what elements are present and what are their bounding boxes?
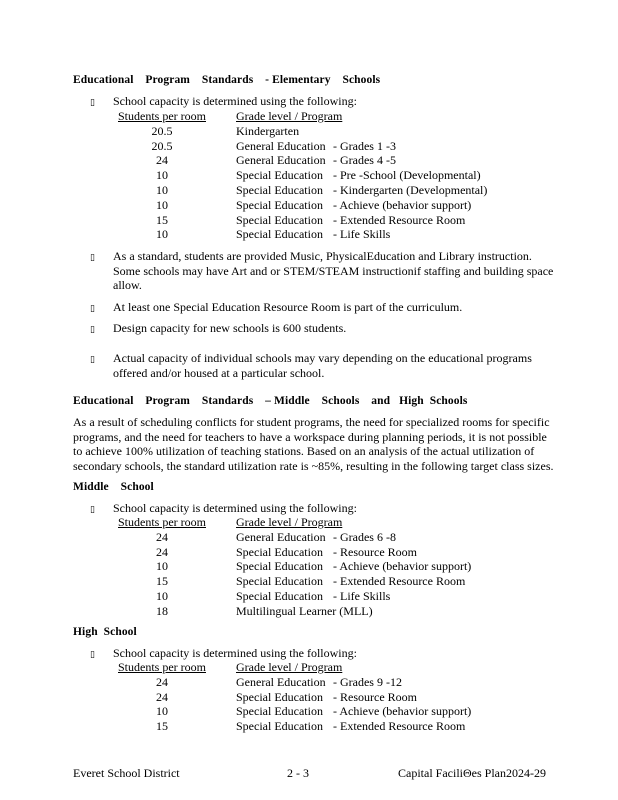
- students-value: 10: [156, 168, 168, 183]
- col-grade-level: Grade level / Program: [236, 515, 343, 529]
- elementary-heading: Educational Program Standards - Elementary Schools: [73, 74, 381, 86]
- students-value: 10: [156, 227, 168, 242]
- grade-program: Special Education: [236, 197, 323, 212]
- grade-detail: - Achieve (behavior support): [333, 704, 472, 719]
- grade-program: Multilingual Learner (MLL): [236, 603, 373, 618]
- grade-program: General Education: [236, 138, 326, 153]
- grade-detail: - Life Skills: [333, 227, 391, 242]
- students-value: 24: [156, 529, 168, 544]
- grade-program: General Education: [236, 674, 326, 689]
- grade-program: Special Education: [236, 227, 323, 242]
- students-value: 20.5: [151, 138, 173, 153]
- grade-program: Special Education: [236, 689, 323, 704]
- students-value: 20.5: [151, 123, 173, 138]
- middle-capacity-text: School capacity is determined using the following:: [113, 501, 357, 515]
- text-line: As a standard, students are provided Music, PhysicalEducation and Library instruction.: [113, 249, 532, 263]
- students-value: 24: [156, 689, 168, 704]
- grade-detail: - Kindergarten (Developmental): [333, 182, 488, 197]
- students-value: 24: [156, 544, 168, 559]
- students-value: 10: [156, 182, 168, 197]
- grade-program: Special Education: [236, 719, 323, 734]
- footer-plan-title: Capital FaciliΘes Plan2024-29: [398, 766, 546, 780]
- col-students-per-room: Students per room: [118, 515, 206, 529]
- grade-detail: - Resource Room: [333, 544, 417, 559]
- utilization-paragraph: [73, 415, 563, 473]
- col-students-per-room: Students per room: [118, 660, 206, 674]
- grade-detail: - Grades 4 -5: [333, 153, 396, 168]
- col-grade-level: Grade level / Program: [236, 660, 343, 674]
- secondary-heading: Educational Program Standards – Middle Schools and High Schools: [73, 395, 468, 407]
- students-value: 10: [156, 197, 168, 212]
- grade-program: Special Education: [236, 544, 323, 559]
- music-pe-library-text: [113, 249, 583, 293]
- students-value: 10: [156, 704, 168, 719]
- grade-detail: - Grades 6 -8: [333, 529, 396, 544]
- text-line: Some schools may have Art and or STEM/STEAM instructionif staffing and building space: [113, 263, 554, 278]
- resource-room-text: At least one Special Education Resource Room is part of the curriculum.: [113, 300, 463, 314]
- bullet-marker: ▯: [90, 649, 95, 659]
- grade-detail: - Achieve (behavior support): [333, 197, 472, 212]
- grade-detail: - Extended Resource Room: [333, 719, 466, 734]
- text-line: programs, and the need for teachers to have a workspace during planning periods, it is not possible: [73, 429, 547, 444]
- grade-program: Special Education: [236, 559, 323, 574]
- grade-program: Special Education: [236, 168, 323, 183]
- grade-program: General Education: [236, 153, 326, 168]
- students-value: 10: [156, 588, 168, 603]
- text-line: secondary schools, the standard utilization rate is ~85%, resulting in the following target class sizes.: [73, 458, 554, 473]
- students-value: 18: [156, 603, 168, 618]
- text-line: allow.: [113, 278, 142, 293]
- grade-detail: - Achieve (behavior support): [333, 559, 472, 574]
- grade-program: Special Education: [236, 574, 323, 589]
- elementary-capacity-text: School capacity is determined using the following:: [113, 94, 357, 108]
- high-capacity-text: School capacity is determined using the following:: [113, 646, 357, 660]
- text-line: to achieve 100% utilization of teaching stations. Based on an analysis of the actual utilization of: [73, 444, 535, 459]
- text-line: offered and/or housed at a particular school.: [113, 365, 325, 380]
- students-value: 15: [156, 212, 168, 227]
- grade-program: Special Education: [236, 588, 323, 603]
- bullet-marker: ▯: [90, 324, 95, 334]
- grade-program: Special Education: [236, 182, 323, 197]
- grade-program: Kindergarten: [236, 123, 300, 138]
- grade-detail: - Grades 1 -3: [333, 138, 396, 153]
- text-line: As a result of scheduling conflicts for student programs, the need for specialized rooms for specific: [73, 415, 550, 429]
- footer-page-number: 2 - 3: [287, 766, 309, 780]
- grade-program: General Education: [236, 529, 326, 544]
- grade-program: Special Education: [236, 212, 323, 227]
- high-school-heading: High School: [73, 626, 137, 638]
- grade-detail: - Grades 9 -12: [333, 674, 402, 689]
- students-value: 15: [156, 719, 168, 734]
- bullet-marker: ▯: [90, 504, 95, 514]
- col-grade-level: Grade level / Program: [236, 109, 343, 123]
- footer-district: Everet School District: [73, 766, 180, 780]
- grade-detail: - Extended Resource Room: [333, 212, 466, 227]
- grade-detail: - Resource Room: [333, 689, 417, 704]
- bullet-marker: ▯: [90, 97, 95, 107]
- actual-capacity-text: [113, 351, 583, 380]
- grade-detail: - Extended Resource Room: [333, 574, 466, 589]
- bullet-marker: ▯: [90, 252, 95, 262]
- grade-program: Special Education: [236, 704, 323, 719]
- col-students-per-room: Students per room: [118, 109, 206, 123]
- students-value: 24: [156, 674, 168, 689]
- design-capacity-text: Design capacity for new schools is 600 students.: [113, 321, 347, 335]
- middle-school-heading: Middle School: [73, 481, 154, 493]
- students-value: 10: [156, 559, 168, 574]
- grade-detail: - Life Skills: [333, 588, 391, 603]
- students-value: 15: [156, 574, 168, 589]
- text-line: Actual capacity of individual schools may vary depending on the educational programs: [113, 351, 532, 365]
- grade-detail: - Pre -School (Developmental): [333, 168, 481, 183]
- students-value: 24: [156, 153, 168, 168]
- bullet-marker: ▯: [90, 303, 95, 313]
- bullet-marker: ▯: [90, 354, 95, 364]
